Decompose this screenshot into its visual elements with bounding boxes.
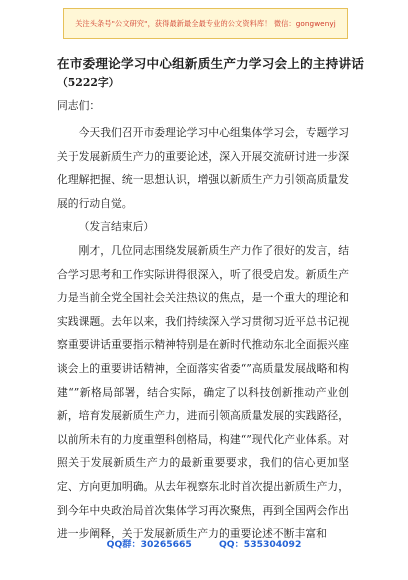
paragraph-summary: 刚才，几位同志围绕发展新质生产力作了很好的发言，结合学习思考和工作实际讲得很深入，听了很受启发。新质生产力是当前全党全国社会关注热议的焦点，是一个重大的理论和实践课题。去年以来，我们持续深入学习贯彻习近平总书记视察重要讲话重要指示精神特别是在新时代推动东北全面振兴座谈会上的重要讲话精神，全面落实省委“”高质量发展战略和构建“”新格局部署，结合实际，确定了以科技创新推动产业创新，培育发展新质生产力，进而引领高质量发展的实践路径，以前所未有的力度重塑科创格局，构建“”现代化产业体系。对照关于发展新质生产力的最新重要要求，我们的信心更加坚定、方向更加明确。从去年视察东北时首次提出新质生产力，到今年中央政治局首次集体学习再次聚焦，再到全国两会作出进一步阐释，关于发展新质生产力的重要论述不断丰富和 bbox=[57, 243, 349, 541]
stage-note: （发言结束后） bbox=[78, 220, 155, 234]
qq-number: QQ：535304092 bbox=[219, 539, 302, 550]
document-title: 在市委理论学习中心组新质生产力学习会上的主持讲话 bbox=[57, 56, 365, 71]
footer-contact bbox=[0, 536, 408, 550]
paragraph-opening: 今天我们召开市委理论学习中心组集体学习会，专题学习关于发展新质生产力的重要论述，深入开展交流研讨进一步深化理解把握、统一思想认识，增强以新质生产力引领高质量发展的行动自觉。 bbox=[57, 126, 349, 210]
salutation: 同志们： bbox=[57, 99, 101, 112]
word-count: （5222字） bbox=[57, 76, 120, 89]
qq-group-number: QQ群：30265665 bbox=[106, 539, 192, 550]
document-body bbox=[57, 121, 349, 546]
header-banner: 关注头条号"公文研究"，获得最新最全最专业的公文资料库！ 微信：gongwenyj bbox=[63, 8, 348, 39]
